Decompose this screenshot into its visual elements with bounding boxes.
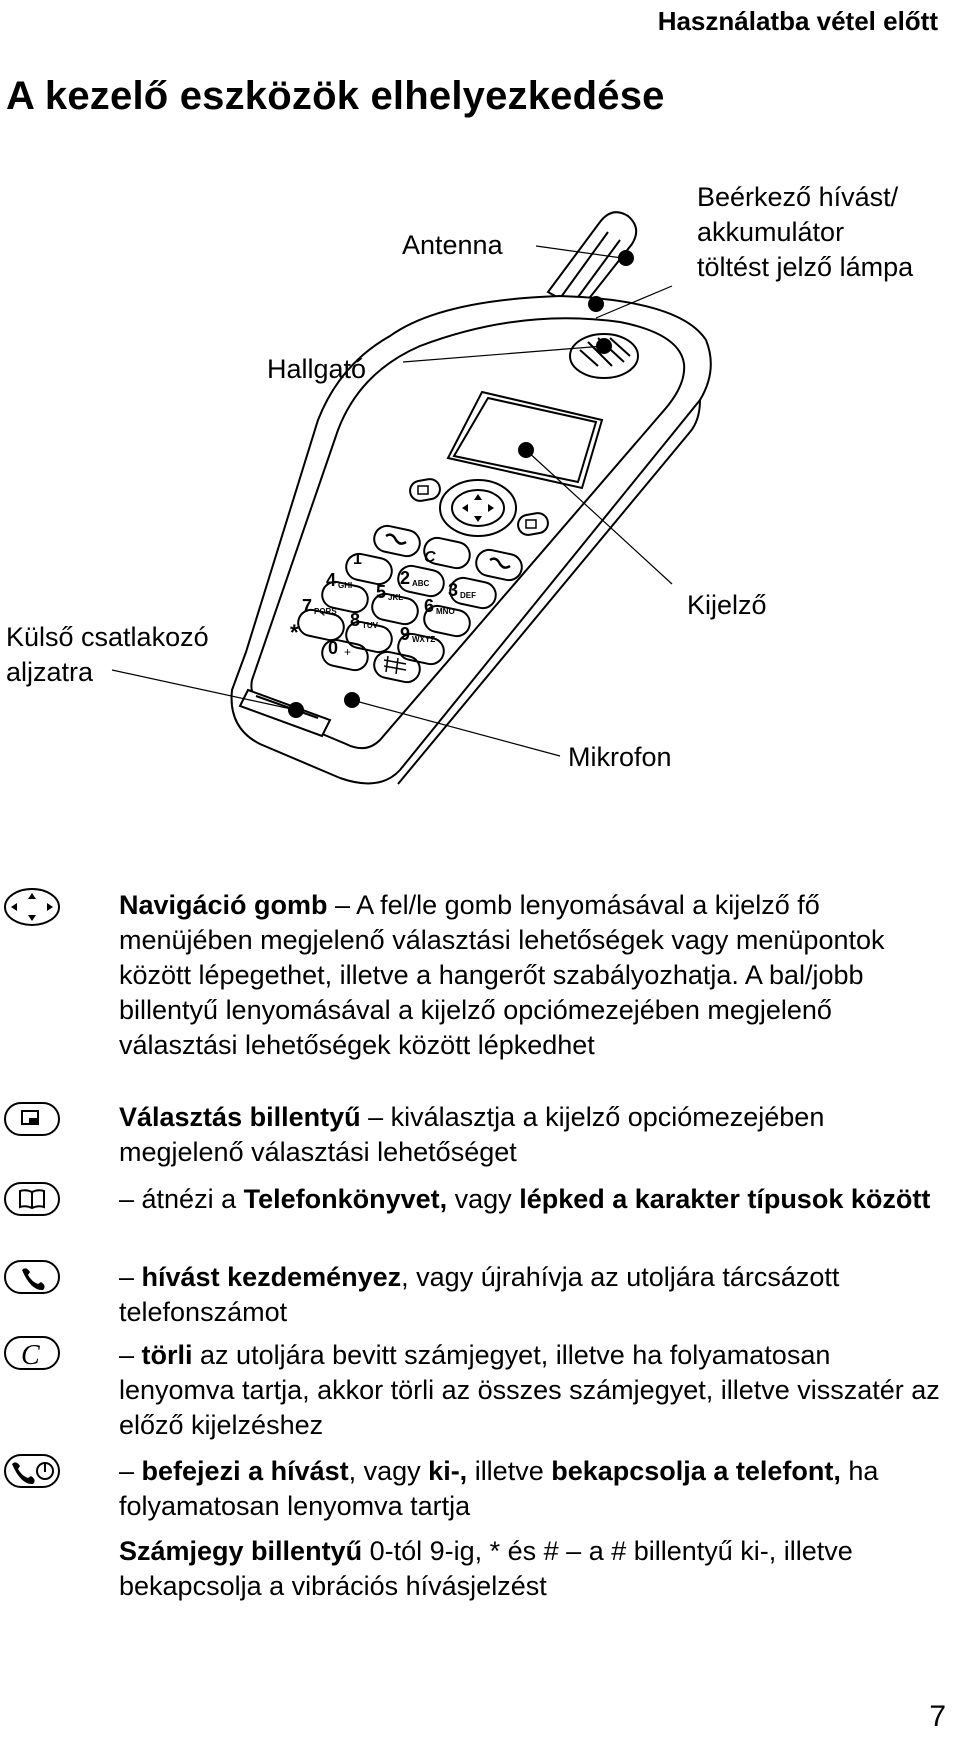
end-bold-1: befejezi a hívást xyxy=(141,1456,349,1486)
end-text-3: illetve xyxy=(467,1456,552,1486)
key-8-letters: TUV xyxy=(362,621,378,630)
clear-key-letter: C xyxy=(21,1340,40,1371)
callout-earpiece: Hallgató xyxy=(267,354,367,384)
clear-key-icon xyxy=(2,1334,62,1379)
end-key-icon xyxy=(2,1452,62,1497)
clear-bold-1: törli xyxy=(141,1340,193,1370)
key-4: 4 xyxy=(326,570,337,590)
select-key-icon xyxy=(2,1100,62,1145)
book-bold-1: Telefonkönyvet, xyxy=(243,1184,448,1214)
callout-lamp-line-2: akkumulátor xyxy=(697,217,845,247)
section-header: Használatba vétel előtt xyxy=(657,6,938,36)
end-text-4: ha folyamatosan lenyomva tartja xyxy=(119,1456,879,1521)
digits-bold-1: Számjegy billentyű xyxy=(119,1536,363,1566)
key-2-letters: ABC xyxy=(412,579,430,588)
key-5: 5 xyxy=(376,582,387,602)
call-key-icon xyxy=(2,1258,62,1303)
callout-lamp-line-1: Beérkező hívást/ xyxy=(697,182,899,212)
callout-connector-line-2: aljzatra xyxy=(6,657,94,687)
callout-lamp-line-3: töltést jelző lámpa xyxy=(697,252,914,282)
page-number: 7 xyxy=(929,1700,946,1733)
key-4-letters: GHI xyxy=(338,581,353,590)
clear-text-2: az utoljára bevitt számjegyet, illetve ha folyamatosan lenyomva tartja, akkor törli az összes számjegyet, illetve visszatér az előző kijelzéshez xyxy=(119,1340,940,1440)
call-text-1: – xyxy=(119,1262,142,1292)
key-6: 6 xyxy=(424,596,435,616)
description-call xyxy=(119,1260,949,1330)
select-text: – kiválasztja a kijelző opciómezejében megjelenő választási lehetőséget xyxy=(119,1102,825,1167)
page-title: A kezelő eszközök elhelyezkedése xyxy=(6,74,665,118)
callout-display: Kijelző xyxy=(687,590,767,620)
description-phonebook xyxy=(119,1182,949,1217)
callout-microphone: Mikrofon xyxy=(568,742,672,772)
key-0: 0 xyxy=(328,638,339,658)
digits-text-1: 0-tól 9-ig, * és # – a # billentyű ki-, illetve bekapcsolja a vibrációs hívásjelzést xyxy=(119,1536,853,1601)
clear-text-1: – xyxy=(119,1340,142,1370)
callout-lamp xyxy=(697,180,913,285)
description-clear xyxy=(119,1338,949,1443)
key-2: 2 xyxy=(400,568,411,588)
book-bold-2: lépked a karakter típusok között xyxy=(519,1184,931,1214)
callout-connector xyxy=(6,620,209,690)
key-9-letters: WXYZ xyxy=(412,635,436,644)
phonebook-key-icon xyxy=(2,1180,62,1225)
key-3-letters: DEF xyxy=(460,591,476,600)
key-5-letters: JKL xyxy=(388,593,404,602)
key-1: 1 xyxy=(353,551,362,568)
book-text-1: – átnézi a xyxy=(119,1184,244,1214)
nav-text: – A fel/le gomb lenyomásával a kijelző fő menüjében megjelenő választási lehetőségek vagy menüpontok között lépegethet, illetve a hangerőt szabályozhatja. A bal/jobb billentyű lenyomásával a kijelző opciómezejében megjelenő választási lehetőségek között lépkedhet xyxy=(119,890,885,1060)
call-bold-1: hívást kezdeményez xyxy=(141,1262,402,1292)
key-0-plus: + xyxy=(344,645,352,659)
key-3: 3 xyxy=(448,580,459,600)
description-digits xyxy=(119,1534,949,1604)
key-6-letters: MNO xyxy=(436,607,455,616)
book-text-2: vagy xyxy=(447,1184,520,1214)
end-bold-2: ki-, xyxy=(428,1456,468,1486)
call-text-2: , vagy újrahívja az utoljára tárcsázott telefonszámot xyxy=(119,1262,840,1327)
key-9: 9 xyxy=(400,624,411,644)
select-title: Választás billentyű xyxy=(119,1102,361,1132)
key-7: 7 xyxy=(302,596,313,616)
key-star: * xyxy=(290,620,299,645)
callout-antenna: Antenna xyxy=(402,230,503,260)
end-bold-3: bekapcsolja a telefont, xyxy=(551,1456,841,1486)
description-end xyxy=(119,1454,949,1524)
description-select xyxy=(119,1100,949,1170)
description-navigation xyxy=(119,888,949,1063)
end-text-1: – xyxy=(119,1456,142,1486)
callout-connector-line-1: Külső csatlakozó xyxy=(6,622,209,652)
navigation-key-icon xyxy=(2,886,62,933)
key-7-letters: PQRS xyxy=(314,607,337,616)
key-c: C xyxy=(424,549,436,566)
key-8: 8 xyxy=(350,610,361,630)
nav-title: Navigáció gomb xyxy=(119,890,328,920)
end-text-2: , vagy xyxy=(348,1456,429,1486)
